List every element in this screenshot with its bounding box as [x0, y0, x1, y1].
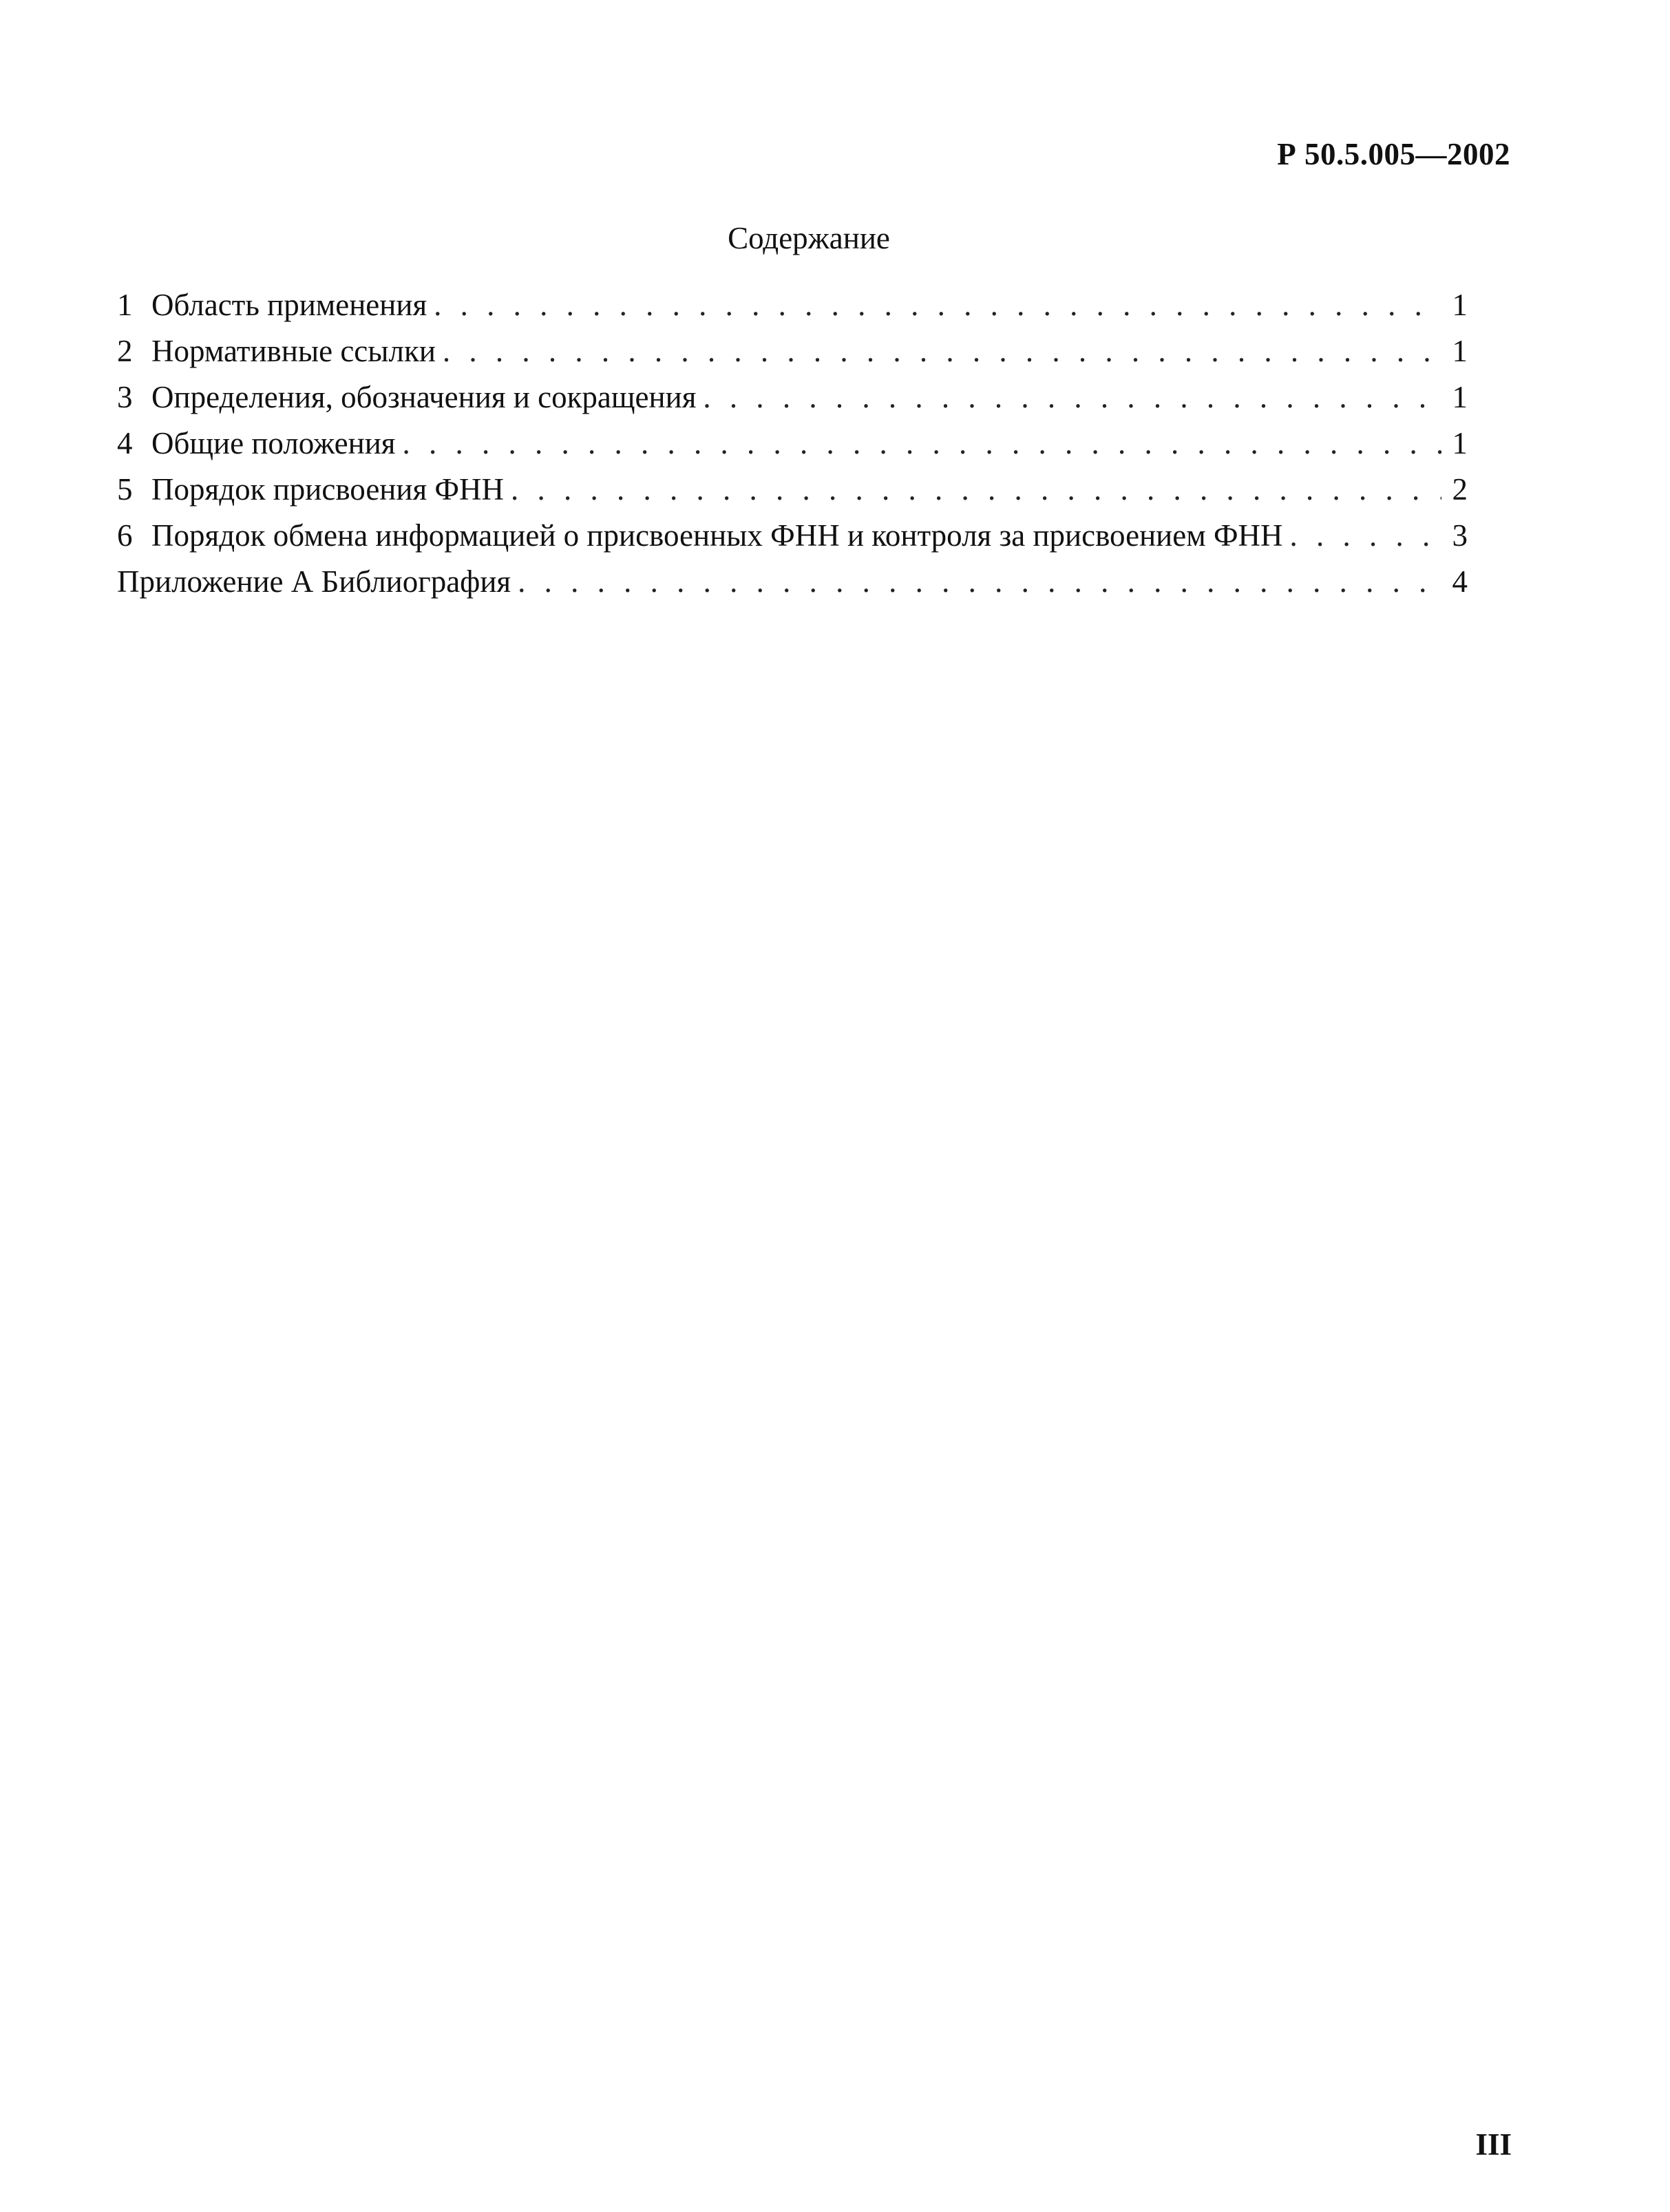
toc-entry-page: 4 [1452, 564, 1468, 599]
toc-entry-label: Приложение А Библиография [117, 564, 511, 599]
toc-entry[interactable] [117, 287, 1468, 333]
toc-entry-page: 1 [1452, 334, 1468, 368]
toc-entry-number: 6 [117, 518, 133, 553]
toc-entry-label: Область применения [151, 288, 427, 322]
toc-leader-dots [434, 287, 1441, 323]
toc-leader-dots [443, 333, 1441, 369]
toc-entry-number: 4 [117, 426, 133, 460]
toc-entry-label: Порядок присвоения ФНН [151, 472, 504, 507]
toc-entry[interactable] [117, 379, 1468, 425]
toc-entry-page: 1 [1452, 380, 1468, 414]
toc-entry[interactable] [117, 518, 1468, 564]
toc-entry[interactable] [117, 425, 1468, 471]
table-of-contents [117, 287, 1468, 610]
toc-entry-page: 3 [1452, 518, 1468, 553]
toc-title: Содержание [728, 221, 890, 255]
toc-entry-label: Общие положения [151, 426, 396, 460]
toc-entry-page: 1 [1452, 288, 1468, 322]
toc-entry[interactable] [117, 333, 1468, 379]
toc-entry-label: Порядок обмена информацией о присвоенных ФНН и контроля за присвоением ФНН [151, 518, 1283, 553]
toc-leader-dots [1290, 518, 1442, 553]
toc-entry[interactable] [117, 471, 1468, 518]
toc-entry-number: 3 [117, 380, 133, 414]
toc-leader-dots [703, 379, 1441, 415]
page-number: III [1475, 2127, 1512, 2162]
toc-entry-number: 5 [117, 472, 133, 507]
toc-entry-page: 2 [1452, 472, 1468, 507]
toc-leader-dots [403, 425, 1441, 461]
toc-leader-dots [511, 471, 1441, 507]
toc-entry-label: Определения, обозначения и сокращения [151, 380, 697, 414]
document-code: Р 50.5.005—2002 [1277, 137, 1510, 171]
toc-entry-number: 2 [117, 334, 133, 368]
toc-entry-appendix[interactable] [117, 564, 1468, 610]
toc-leader-dots [518, 564, 1441, 599]
toc-entry-label: Нормативные ссылки [151, 334, 436, 368]
toc-entry-number: 1 [117, 288, 133, 322]
toc-entry-page: 1 [1452, 426, 1468, 460]
